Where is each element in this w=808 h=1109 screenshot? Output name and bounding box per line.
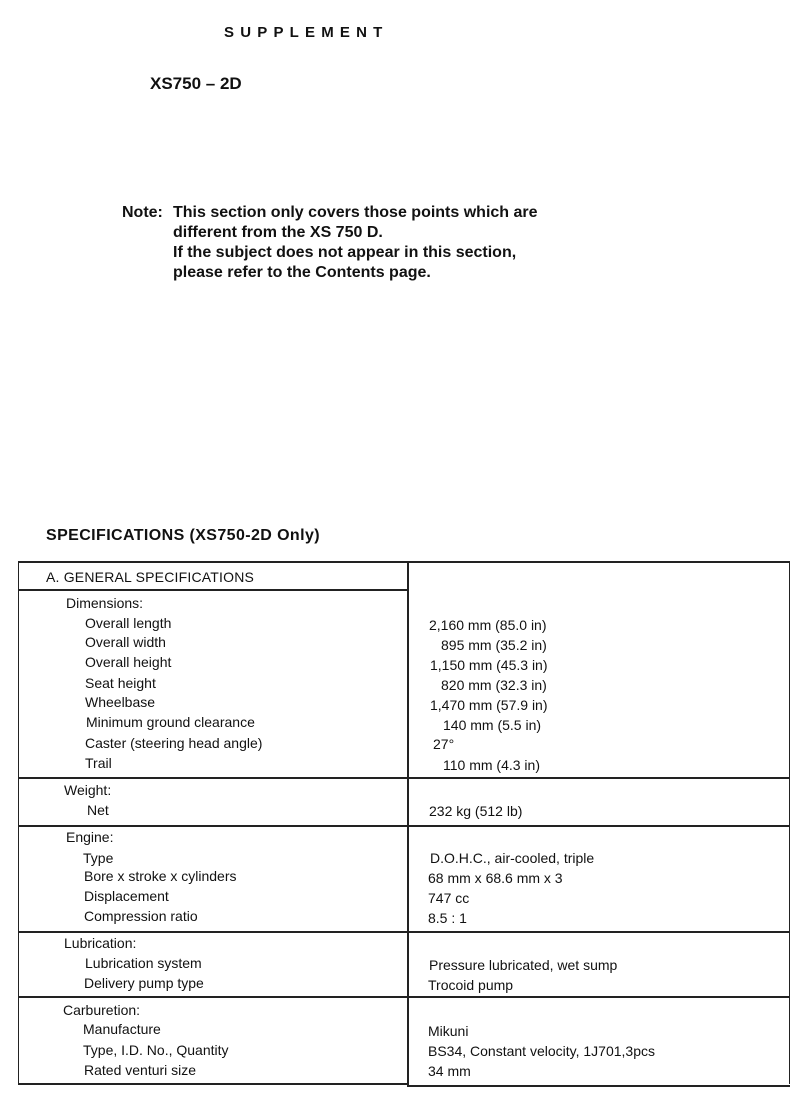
spec-value: 8.5 : 1 (428, 910, 467, 926)
row-divider (18, 931, 408, 933)
note-line-1: This section only covers those points which are (173, 204, 538, 221)
spec-value: 747 cc (428, 890, 470, 906)
row-divider (407, 777, 790, 779)
group-label-weight: Weight: (64, 782, 112, 798)
group-label-carburetion: Carburetion: (63, 1002, 141, 1018)
spec-value: 110 mm (4.3 in) (443, 757, 540, 773)
spec-name: Wheelbase (85, 694, 156, 710)
spec-value: 140 mm (5.5 in) (443, 717, 542, 733)
model-heading: XS750 – 2D (150, 74, 242, 93)
group-label-engine: Engine: (66, 829, 114, 845)
spec-name: Seat height (85, 675, 156, 691)
row-divider (18, 996, 408, 998)
row-divider (407, 996, 790, 998)
spec-name: Trail (85, 755, 112, 771)
spec-value: 895 mm (35.2 in) (441, 637, 547, 653)
spec-name: Net (87, 802, 109, 818)
spec-name: Delivery pump type (84, 975, 204, 991)
row-divider (18, 825, 408, 827)
spec-value: 34 mm (428, 1063, 471, 1079)
row-divider (407, 931, 790, 933)
spec-value: 1,470 mm (57.9 in) (430, 697, 548, 713)
spec-name: Caster (steering head angle) (85, 735, 263, 751)
spec-name: Rated venturi size (84, 1062, 197, 1078)
spec-value: D.O.H.C., air-cooled, triple (430, 850, 595, 866)
spec-name: Displacement (84, 888, 169, 904)
row-divider (407, 825, 790, 827)
row-divider (18, 589, 408, 591)
group-label-dimensions: Dimensions: (66, 595, 144, 611)
spec-value: 68 mm x 68.6 mm x 3 (428, 870, 563, 886)
section-a-heading: A. GENERAL SPECIFICATIONS (46, 569, 255, 585)
row-divider (18, 777, 408, 779)
spec-value: 27° (433, 736, 455, 752)
spec-name: Lubrication system (85, 955, 202, 971)
supplement-heading: SUPPLEMENT (224, 24, 389, 41)
note-line-2: different from the XS 750 D. (173, 224, 383, 241)
note-label: Note: (122, 204, 163, 221)
spec-name: Minimum ground clearance (86, 714, 255, 730)
spec-value: Pressure lubricated, wet sump (429, 957, 618, 973)
spec-name: Compression ratio (84, 908, 198, 924)
note-line-4: please refer to the Contents page. (173, 264, 431, 281)
spec-name: Overall length (85, 615, 172, 631)
spec-value: 2,160 mm (85.0 in) (429, 617, 547, 633)
specifications-title: SPECIFICATIONS (XS750-2D Only) (46, 527, 320, 544)
spec-name: Overall width (85, 634, 166, 650)
spec-name: Bore x stroke x cylinders (84, 868, 237, 884)
row-divider (18, 1083, 408, 1085)
spec-value: 232 kg (512 lb) (429, 803, 523, 819)
spec-name: Manufacture (83, 1021, 161, 1037)
spec-value: 820 mm (32.3 in) (441, 677, 547, 693)
spec-value: 1,150 mm (45.3 in) (430, 657, 548, 673)
spec-name: Type (83, 850, 114, 866)
note-line-3: If the subject does not appear in this section, (173, 244, 517, 261)
row-divider (407, 1085, 790, 1087)
column-divider (407, 561, 409, 1087)
group-label-lubrication: Lubrication: (64, 935, 137, 951)
spec-name: Overall height (85, 654, 172, 670)
spec-value: Mikuni (428, 1023, 469, 1039)
spec-value: BS34, Constant velocity, 1J701,3pcs (428, 1043, 655, 1059)
spec-name: Type, I.D. No., Quantity (83, 1042, 229, 1058)
spec-value: Trocoid pump (428, 977, 514, 993)
